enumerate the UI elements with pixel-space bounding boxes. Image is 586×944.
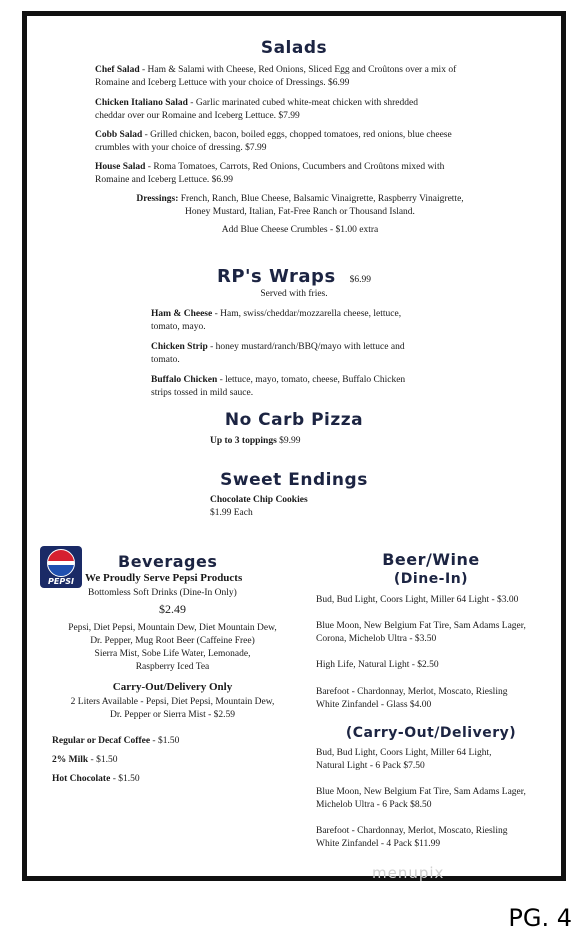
two-liter-line: Dr. Pepper or Sierra Mist - $2.59 — [109, 710, 236, 720]
pizza-detail-label: Up to 3 toppings — [210, 436, 277, 446]
hot-drink-item — [52, 735, 179, 748]
sweets-price: $1.99 Each — [210, 508, 253, 518]
hot-drink-price: - $1.50 — [150, 736, 180, 746]
salad-name: Chicken Italiano Salad — [95, 98, 188, 108]
sweets-item — [210, 494, 410, 520]
sweets-heading: Sweet Endings — [220, 470, 368, 490]
wrap-item — [151, 374, 451, 400]
sweets-item-name: Chocolate Chip Cookies — [210, 495, 308, 505]
beer-line: Blue Moon, New Belgium Fat Tire, Sam Adams Lager, — [316, 787, 526, 797]
wrap-desc: - Ham, swiss/cheddar/mozzarella cheese, lettuce, — [212, 309, 402, 319]
wine-line: Barefoot - Chardonnay, Merlot, Moscato, Riesling — [316, 687, 508, 697]
beer-line: Corona, Michelob Ultra - $3.50 — [316, 634, 437, 644]
soft-drink-line: Raspberry Iced Tea — [135, 662, 210, 672]
wine-line: White Zinfandel - Glass $4.00 — [316, 700, 432, 710]
wrap-desc: - honey mustard/ranch/BBQ/mayo with lettuce and — [207, 342, 405, 352]
dine-in-heading: (Dine-In) — [393, 571, 469, 587]
salad-desc: - Ham & Salami with Cheese, Red Onions, Sliced Egg and Croûtons over a mix of — [139, 65, 457, 75]
salad-item — [95, 97, 515, 123]
dressings-text-2: Honey Mustard, Italian, Fat-Free Ranch or Thousand Island. — [185, 207, 415, 217]
beer-line: Natural Light - 6 Pack $7.50 — [316, 761, 425, 771]
salad-name: House Salad — [95, 162, 146, 172]
wine-line: White Zinfandel - 4 Pack $11.99 — [316, 839, 441, 849]
pepsi-logo-text: PEPSI — [48, 577, 74, 586]
salad-desc-2: crumbles with your choice of dressing. $7.99 — [95, 143, 267, 153]
hot-drink-item — [52, 754, 117, 767]
salad-name: Chef Salad — [95, 65, 140, 75]
wrap-name: Ham & Cheese — [151, 309, 213, 319]
wine-line: Barefoot - Chardonnay, Merlot, Moscato, Riesling — [316, 826, 508, 836]
beer-item — [316, 594, 556, 607]
hot-drink-name: Regular or Decaf Coffee — [52, 736, 151, 746]
beer-line: Bud, Bud Light, Coors Light, Miller 64 Light - $3.00 — [316, 595, 519, 605]
page-number: PG. 4 — [508, 904, 572, 932]
wine-item — [316, 825, 556, 851]
wrap-desc-2: tomato, mayo. — [151, 322, 206, 332]
wraps-header — [22, 266, 566, 287]
watermark: menupix — [372, 864, 445, 882]
soft-drink-price: $2.49 — [159, 602, 186, 616]
wine-item — [316, 686, 556, 712]
beer-line: Blue Moon, New Belgium Fat Tire, Sam Adams Lager, — [316, 621, 526, 631]
salad-name: Cobb Salad — [95, 130, 143, 140]
salads-heading: Salads — [260, 38, 328, 58]
hot-drink-price: - $1.50 — [88, 755, 118, 765]
two-liter-line: 2 Liters Available - Pepsi, Diet Pepsi, Mountain Dew, — [70, 697, 275, 707]
beer-item — [316, 747, 556, 773]
pepsi-logo — [40, 546, 82, 588]
beer-line: High Life, Natural Light - $2.50 — [316, 660, 439, 670]
pizza-price: $9.99 — [276, 436, 301, 446]
soft-drink-line: Dr. Pepper, Mug Root Beer (Caffeine Free) — [90, 636, 255, 646]
hot-drink-item — [52, 773, 140, 786]
carry-out-heading: Carry-Out/Delivery Only — [112, 681, 233, 693]
two-liter-note — [40, 696, 305, 722]
salad-item — [95, 161, 515, 187]
pizza-heading: No Carb Pizza — [224, 410, 364, 430]
beer-item — [316, 620, 556, 646]
salad-desc-2: cheddar over our Romaine and Iceberg Lettuce. $7.99 — [95, 111, 300, 121]
wrap-name: Buffalo Chicken — [151, 375, 218, 385]
beer-wine-heading: Beer/Wine — [382, 550, 480, 569]
wrap-desc-2: tomato. — [151, 355, 180, 365]
salad-desc: - Grilled chicken, bacon, boiled eggs, chopped tomatoes, red onions, blue cheese — [142, 130, 452, 140]
beer-item — [316, 659, 556, 672]
salad-desc-2: Romaine and Iceberg Lettuce. $6.99 — [95, 175, 234, 185]
dressings-label: Dressings: — [136, 194, 179, 204]
wrap-desc-2: strips tossed in mild sauce. — [151, 388, 254, 398]
salad-desc-2: Romaine and Iceberg Lettuce with your choice of Dressings. $6.99 — [95, 78, 350, 88]
salad-desc: - Roma Tomatoes, Carrots, Red Onions, Cucumbers and Croûtons mixed with — [145, 162, 445, 172]
wrap-item — [151, 341, 451, 367]
salad-item — [95, 64, 515, 90]
soft-drink-list — [40, 622, 305, 674]
salad-addon: Add Blue Cheese Crumbles - $1.00 extra — [221, 225, 379, 235]
wrap-name: Chicken Strip — [151, 342, 208, 352]
beer-item — [316, 786, 556, 812]
carry-out-delivery-heading: (Carry-Out/Delivery) — [345, 725, 517, 741]
refills-note: Bottomless Soft Drinks (Dine-In Only) — [88, 588, 237, 598]
soft-drink-line: Sierra Mist, Sobe Life Water, Lemonade, — [94, 649, 251, 659]
pepsi-statement: We Proudly Serve Pepsi Products — [85, 572, 243, 584]
hot-drink-name: Hot Chocolate — [52, 774, 111, 784]
salad-desc: - Garlic marinated cubed white-meat chicken with shredded — [187, 98, 418, 108]
pizza-detail — [210, 435, 410, 448]
wraps-note: Served with fries. — [260, 289, 328, 299]
beverages-heading: Beverages — [118, 552, 218, 571]
dressings-text: French, Ranch, Blue Cheese, Balsamic Vinaigrette, Raspberry Vinaigrette, — [178, 194, 464, 204]
wrap-item — [151, 308, 451, 334]
pepsi-globe-icon — [47, 549, 75, 577]
hot-drink-price: - $1.50 — [110, 774, 140, 784]
soft-drink-line: Pepsi, Diet Pepsi, Mountain Dew, Diet Mountain Dew, — [68, 623, 277, 633]
beer-line: Michelob Ultra - 6 Pack $8.50 — [316, 800, 432, 810]
salad-item — [95, 129, 515, 155]
wraps-price: $6.99 — [349, 275, 372, 285]
beer-line: Bud, Bud Light, Coors Light, Miller 64 Light, — [316, 748, 492, 758]
wrap-desc: - lettuce, mayo, tomato, cheese, Buffalo Chicken — [217, 375, 406, 385]
dressings-list — [100, 193, 500, 219]
wraps-heading: RP's Wraps — [216, 266, 336, 287]
hot-drink-name: 2% Milk — [52, 755, 89, 765]
